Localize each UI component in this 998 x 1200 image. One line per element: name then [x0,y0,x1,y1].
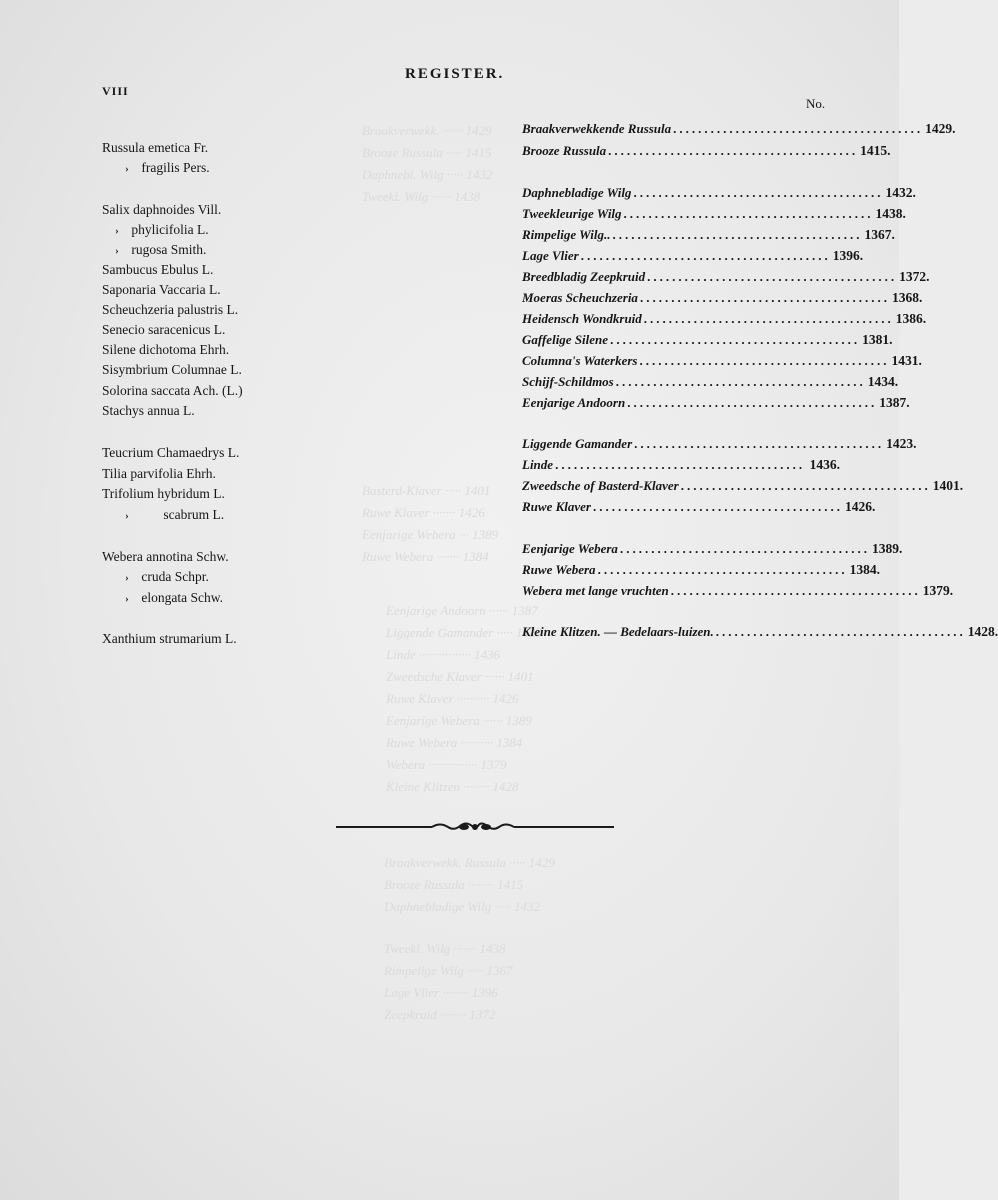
show-through-text: Basterd-Klaver ····· 1401 Ruwe Klaver ······· 1426 Eenjarige Webera ··· 1389 Ruwe Webera ······· 1384 [362,483,498,564]
show-through-text: Tweekl. Wilg ······· 1438 Rimpelige Wilg ····· 1367 Lage Vlier ········ 1396 Zeepkruid ········ 1372 [384,941,513,1022]
leader-dots: ........................................ [592,499,843,514]
ornament-divider-icon [336,816,614,838]
leader-dots: ........................................ [639,353,890,368]
latin-name-entry: › fragilis Pers. [116,160,210,176]
dutch-name-entry: Lage Vlier ........................................ 1396. [522,248,864,263]
latin-name-entry: Stachys annua L. [102,403,195,418]
dutch-name-entry: Ruwe Webera ........................................ 1384. [522,562,880,577]
latin-name-entry: Senecio saracenicus L. [102,322,226,337]
leader-dots: ........................................ [608,143,859,158]
latin-name-entry: Sisymbrium Columnae L. [102,362,242,377]
leader-dots: ........................................ [619,541,870,556]
leader-dots: ........................................ [673,121,924,136]
leader-dots: ........................................ [610,332,861,347]
show-through-text: Braakverwekk. ······ 1429 Brooze Russula ····· 1415 Daphnebl. Wilg ····· 1432 Tweekl. Wilg ······ 1438 [362,123,493,204]
leader-dots: ........................................ [715,624,966,639]
latin-name-entry: › scabrum L. [116,507,224,523]
dutch-name-entry: Braakverwekkende Russula ........................................ 1429. [522,121,956,136]
latin-name-entry: › elongata Schw. [116,590,223,606]
latin-name-entry: Tilia parvifolia Ehrh. [102,466,216,481]
latin-name-entry: Webera annotina Schw. [102,549,229,564]
leader-dots: ........................................ [555,457,806,472]
leader-dots: ........................................ [670,583,921,598]
dutch-name-entry: Columna's Waterkers ........................................ 1431. [522,353,922,368]
dutch-name-entry: Webera met lange vruchten ........................................ 1379. [522,583,954,598]
latin-name-entry: Teucrium Chamaedrys L. [102,445,240,460]
leader-dots: ........................................ [580,248,831,263]
latin-name-entry: Saponaria Vaccaria L. [102,282,221,297]
dutch-name-entry: Gaffelige Silene ........................................ 1381. [522,332,893,347]
dutch-name-entry: Brooze Russula ........................................ 1415. [522,143,891,158]
page-number: VIII [102,84,129,98]
page-header: REGISTER. [405,66,505,82]
dutch-name-entry: Breedbladig Zeepkruid ........................................ 1372. [522,269,930,284]
latin-name-entry: Salix daphnoides Vill. [102,202,222,217]
leader-dots: ........................................ [647,269,898,284]
latin-name-entry: Trifolium hybridum L. [102,486,225,501]
leader-dots: ........................................ [627,395,878,410]
ditto-mark: › [115,225,119,237]
latin-name-entry: › rugosa Smith. [106,242,206,258]
show-through-text: Braakverwekk. Russula ····· 1429 Brooze Russula ········ 1415 Daphnebladige Wilg ····· 1432 [384,855,555,914]
number-column-label: No. [806,96,826,111]
latin-name-entry: › phylicifolia L. [106,222,209,238]
ditto-mark: › [125,163,129,175]
dutch-name-entry: Eenjarige Andoorn ........................................ 1387. [522,395,910,410]
dutch-name-entry: Daphnebladige Wilg ........................................ 1432. [522,185,916,200]
ditto-mark: › [115,245,119,257]
leader-dots: ........................................ [612,227,863,242]
leader-dots: ........................................ [634,436,885,451]
ditto-mark: › [125,593,129,605]
dutch-name-entry: Kleine Klitzen. — Bedelaars-luizen. ........................................ 1428. [522,624,998,639]
dutch-name-entry: Zweedsche of Basterd-Klaver ........................................ 1401. [522,478,964,493]
leader-dots: ........................................ [639,290,890,305]
latin-name-entry: Xanthium strumarium L. [102,631,237,646]
dutch-name-entry: Linde ........................................ 1436. [522,457,840,472]
leader-dots: ........................................ [643,311,894,326]
leader-dots: ........................................ [623,206,874,221]
latin-name-entry: Solorina saccata Ach. (L.) [102,383,243,398]
latin-name-entry: Sambucus Ebulus L. [102,262,214,277]
dutch-name-entry: Tweekleurige Wilg ........................................ 1438. [522,206,906,221]
leader-dots: ........................................ [597,562,848,577]
ditto-mark: › [125,572,129,584]
dutch-name-entry: Eenjarige Webera ........................................ 1389. [522,541,903,556]
leader-dots: ........................................ [680,478,931,493]
latin-name-entry: Russula emetica Fr. [102,140,209,155]
dutch-name-entry: Moeras Scheuchzeria ........................................ 1368. [522,290,923,305]
dutch-name-entry: Ruwe Klaver ........................................ 1426. [522,499,876,514]
leader-dots: ........................................ [615,374,866,389]
dutch-name-entry: Heidensch Wondkruid ........................................ 1386. [522,311,927,326]
latin-name-entry: Scheuchzeria palustris L. [102,302,239,317]
latin-name-entry: Silene dichotoma Ehrh. [102,342,230,357]
leader-dots: ........................................ [633,185,884,200]
dutch-name-entry: Schijf-Schildmos ........................................ 1434. [522,374,899,389]
show-through-text: Eenjarige Andoorn ······ 1387 Liggende Gamander ····· 1423 Linde ················ 1436 Zweedsche Klaver ······ 1401 Ruwe Klaver ·········· 1426 Eenjarige Webera ······ 1389 Ruwe Webera ·········· 1384 Webera ··············· 1379 Kleine Klitzen ········ 1428 [386,603,542,794]
dutch-name-entry: Rimpelige Wilg.. ........................................ 1367. [522,227,895,242]
dutch-name-entry: Liggende Gamander ........................................ 1423. [522,436,917,451]
ditto-mark: › [125,510,129,522]
latin-name-entry: › cruda Schpr. [116,569,209,585]
